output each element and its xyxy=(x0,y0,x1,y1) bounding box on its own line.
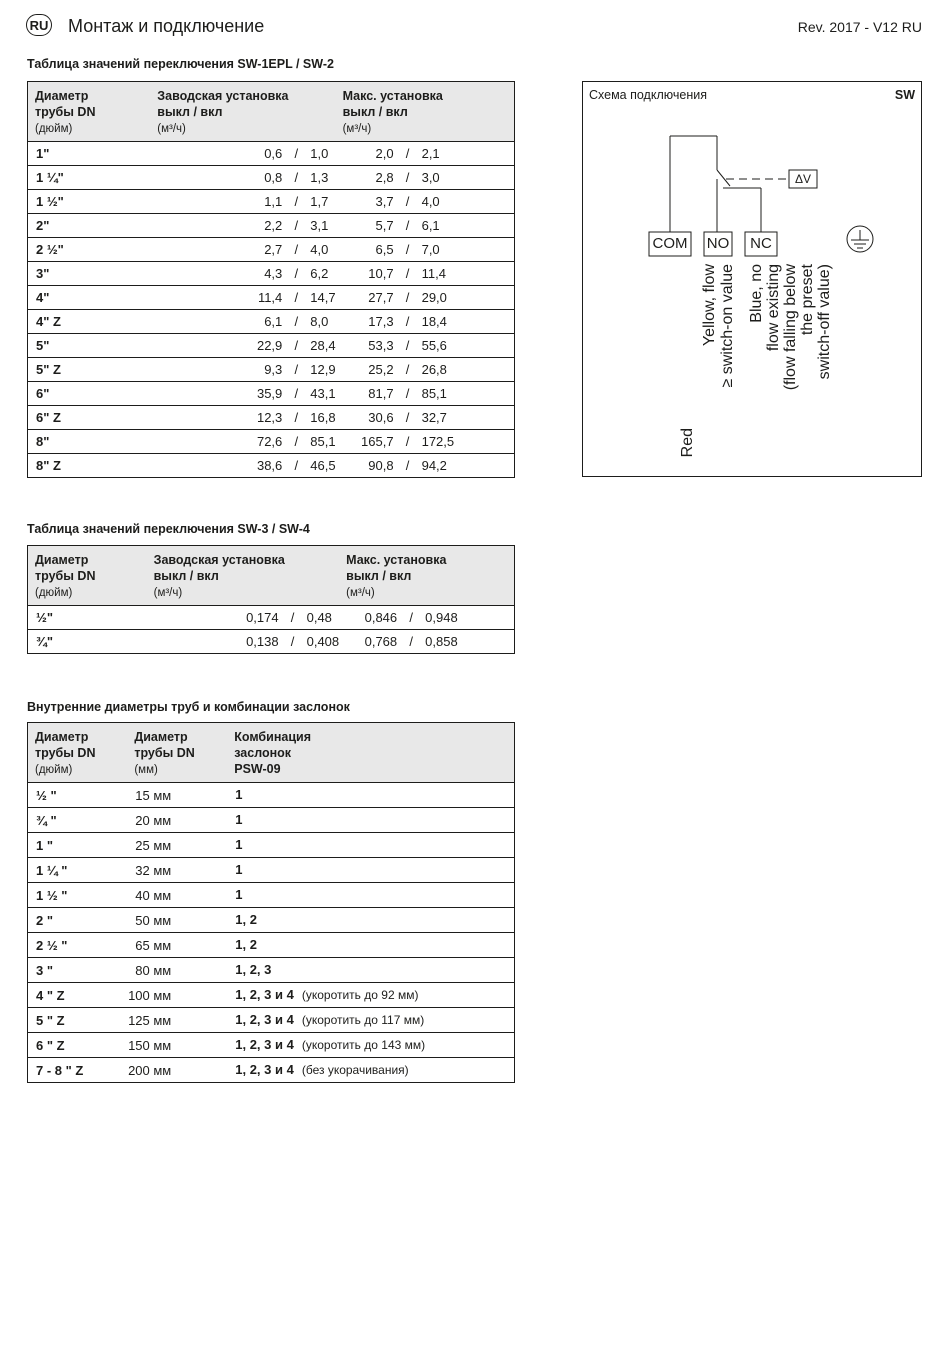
cell-max-setting: 5,7 / 6,1 xyxy=(336,214,515,238)
cell-diameter-inch: 6 " Z xyxy=(28,1033,128,1058)
table-row xyxy=(28,142,515,166)
cell-max-setting: 17,3 / 18,4 xyxy=(336,310,515,334)
cell-diameter: 1 ¼" xyxy=(28,166,151,190)
cell-diameter-mm: 15 мм xyxy=(127,783,227,808)
combination-note: (укоротить до 117 мм) xyxy=(301,1013,425,1027)
col-header-max: Макс. установка выкл / вкл (м³/ч) xyxy=(339,546,514,606)
cell-diameter: 6" Z xyxy=(28,406,151,430)
table-row xyxy=(28,1008,515,1033)
cell-diameter: 4" Z xyxy=(28,310,151,334)
table-row xyxy=(28,286,515,310)
table-row xyxy=(28,166,515,190)
cell-factory-setting: 0,174 / 0,48 xyxy=(147,606,340,630)
cell-diameter: 5" Z xyxy=(28,358,151,382)
table-row xyxy=(28,334,515,358)
col-header-diameter: Диаметр трубы DN (дюйм) xyxy=(28,546,147,606)
combination-value: 1, 2, 3 и 4 xyxy=(235,987,294,1002)
cell-combination xyxy=(227,933,514,958)
cell-factory-setting: 38,6 / 46,5 xyxy=(150,454,335,478)
pipe-diameters-table xyxy=(27,722,515,1083)
table1-title: Таблица значений переключения SW-1EPL / SW-2 xyxy=(27,57,334,71)
col-header-factory: Заводская установка выкл / вкл (м³/ч) xyxy=(147,546,340,606)
cell-diameter: 2" xyxy=(28,214,151,238)
combination-value: 1 xyxy=(235,812,243,827)
delta-v-label: ΔV xyxy=(794,172,812,186)
cell-diameter: ¾" xyxy=(28,630,147,654)
table-row xyxy=(28,1033,515,1058)
table-row xyxy=(28,214,515,238)
cell-max-setting: 2,0 / 2,1 xyxy=(336,142,515,166)
cell-combination xyxy=(227,858,514,883)
cell-diameter-mm: 65 мм xyxy=(127,933,227,958)
cell-diameter-mm: 20 мм xyxy=(127,808,227,833)
cell-factory-setting: 0,138 / 0,408 xyxy=(147,630,340,654)
cell-combination xyxy=(227,808,514,833)
cell-diameter-inch: ¾ " xyxy=(28,808,128,833)
cell-diameter-inch: 5 " Z xyxy=(28,1008,128,1033)
terminal-no: NO xyxy=(706,235,730,252)
cell-factory-setting: 0,8 / 1,3 xyxy=(150,166,335,190)
terminal-com: COM xyxy=(652,235,688,252)
table-row xyxy=(28,858,515,883)
cell-combination xyxy=(227,983,514,1008)
cell-max-setting: 81,7 / 85,1 xyxy=(336,382,515,406)
table-row xyxy=(28,238,515,262)
switch-values-table-sw1 xyxy=(27,81,515,478)
col-header-combination: Комбинация заслонок PSW-09 xyxy=(227,723,514,783)
cell-diameter-mm: 40 мм xyxy=(127,883,227,908)
cell-factory-setting: 22,9 / 28,4 xyxy=(150,334,335,358)
table-row xyxy=(28,808,515,833)
combination-value: 1 xyxy=(235,862,243,877)
combination-note: (без укорачивания) xyxy=(301,1063,409,1077)
table2-title: Таблица значений переключения SW-3 / SW-4 xyxy=(27,522,310,536)
cell-max-setting: 90,8 / 94,2 xyxy=(336,454,515,478)
cell-diameter: 5" xyxy=(28,334,151,358)
cell-max-setting: 3,7 / 4,0 xyxy=(336,190,515,214)
combination-note: (укоротить до 143 мм) xyxy=(301,1038,426,1052)
cell-factory-setting: 6,1 / 8,0 xyxy=(150,310,335,334)
cell-factory-setting: 9,3 / 12,9 xyxy=(150,358,335,382)
cell-factory-setting: 2,2 / 3,1 xyxy=(150,214,335,238)
table-row xyxy=(28,190,515,214)
wire-label-yellow: Yellow, flow ≥ switch-on value xyxy=(701,264,736,388)
table-row xyxy=(28,1058,515,1083)
cell-diameter-mm: 100 мм xyxy=(127,983,227,1008)
cell-combination xyxy=(227,958,514,983)
cell-max-setting: 30,6 / 32,7 xyxy=(336,406,515,430)
table3-title: Внутренние диаметры труб и комбинации заслонок xyxy=(27,700,350,714)
col-header-factory: Заводская установка выкл / вкл (м³/ч) xyxy=(150,82,335,142)
cell-diameter: ½" xyxy=(28,606,147,630)
cell-factory-setting: 4,3 / 6,2 xyxy=(150,262,335,286)
cell-diameter-inch: 4 " Z xyxy=(28,983,128,1008)
table-row xyxy=(28,933,515,958)
terminal-nc: NC xyxy=(750,235,772,252)
table-row xyxy=(28,430,515,454)
cell-combination xyxy=(227,1008,514,1033)
combination-value: 1, 2, 3 xyxy=(235,962,272,977)
cell-diameter-inch: 2 ½ " xyxy=(28,933,128,958)
table-row xyxy=(28,883,515,908)
table-row xyxy=(28,833,515,858)
cell-factory-setting: 72,6 / 85,1 xyxy=(150,430,335,454)
cell-factory-setting: 11,4 / 14,7 xyxy=(150,286,335,310)
wire-label-blue: Blue, no flow existing (flow falling below the preset switch-off value) xyxy=(748,264,833,391)
cell-factory-setting: 0,6 / 1,0 xyxy=(150,142,335,166)
combination-value: 1, 2, 3 и 4 xyxy=(235,1037,294,1052)
revision-label: Rev. 2017 - V12 RU xyxy=(797,19,922,35)
table-row xyxy=(28,310,515,334)
cell-max-setting: 2,8 / 3,0 xyxy=(336,166,515,190)
cell-diameter-mm: 50 мм xyxy=(127,908,227,933)
cell-diameter-inch: 7 - 8 " Z xyxy=(28,1058,128,1083)
cell-diameter-inch: 2 " xyxy=(28,908,128,933)
cell-diameter: 2 ½" xyxy=(28,238,151,262)
combination-note: (укоротить до 92 мм) xyxy=(301,988,419,1002)
table-row xyxy=(28,630,515,654)
col-header-diameter-mm: Диаметр трубы DN (мм) xyxy=(127,723,227,783)
table-row xyxy=(28,358,515,382)
cell-diameter: 1" xyxy=(28,142,151,166)
cell-diameter-inch: 3 " xyxy=(28,958,128,983)
cell-max-setting: 165,7 / 172,5 xyxy=(336,430,515,454)
switch-values-table-sw3 xyxy=(27,545,515,654)
cell-max-setting: 53,3 / 55,6 xyxy=(336,334,515,358)
language-badge: RU xyxy=(26,14,52,36)
cell-diameter-mm: 150 мм xyxy=(127,1033,227,1058)
cell-diameter-inch: ½ " xyxy=(28,783,128,808)
cell-diameter-mm: 200 мм xyxy=(127,1058,227,1083)
cell-diameter: 8" Z xyxy=(28,454,151,478)
page-title: Монтаж и подключение xyxy=(68,16,265,36)
table-row xyxy=(28,454,515,478)
cell-diameter: 4" xyxy=(28,286,151,310)
combination-value: 1 xyxy=(235,837,243,852)
cell-max-setting: 10,7 / 11,4 xyxy=(336,262,515,286)
cell-combination xyxy=(227,1033,514,1058)
table-row xyxy=(28,606,515,630)
diagram-code: SW xyxy=(894,88,915,102)
cell-factory-setting: 35,9 / 43,1 xyxy=(150,382,335,406)
cell-diameter-inch: 1 ½ " xyxy=(28,883,128,908)
cell-diameter: 3" xyxy=(28,262,151,286)
table-row xyxy=(28,983,515,1008)
combination-value: 1, 2, 3 и 4 xyxy=(235,1012,294,1027)
cell-combination xyxy=(227,783,514,808)
cell-factory-setting: 2,7 / 4,0 xyxy=(150,238,335,262)
cell-combination xyxy=(227,908,514,933)
wiring-diagram: Схема подключения SW ΔV COM NO NC Red Yellow, flow ≥ switch-on value Blue, no flow existing (flow falling below the preset switch-off value) xyxy=(582,81,922,477)
table-row xyxy=(28,406,515,430)
cell-diameter-mm: 25 мм xyxy=(127,833,227,858)
cell-max-setting: 0,768 / 0,858 xyxy=(339,630,514,654)
cell-diameter-inch: 1 ¼ " xyxy=(28,858,128,883)
combination-value: 1 xyxy=(235,787,243,802)
cell-max-setting: 25,2 / 26,8 xyxy=(336,358,515,382)
cell-diameter: 6" xyxy=(28,382,151,406)
cell-diameter-inch: 1 " xyxy=(28,833,128,858)
cell-combination xyxy=(227,833,514,858)
table-row xyxy=(28,382,515,406)
combination-value: 1 xyxy=(235,887,243,902)
cell-factory-setting: 1,1 / 1,7 xyxy=(150,190,335,214)
col-header-max: Макс. установка выкл / вкл (м³/ч) xyxy=(336,82,515,142)
cell-diameter-mm: 32 мм xyxy=(127,858,227,883)
cell-diameter: 8" xyxy=(28,430,151,454)
cell-max-setting: 27,7 / 29,0 xyxy=(336,286,515,310)
cell-max-setting: 6,5 / 7,0 xyxy=(336,238,515,262)
cell-diameter-mm: 80 мм xyxy=(127,958,227,983)
table-row xyxy=(28,783,515,808)
cell-diameter: 1 ½" xyxy=(28,190,151,214)
cell-combination xyxy=(227,883,514,908)
diagram-title: Схема подключения xyxy=(589,88,707,102)
combination-value: 1, 2 xyxy=(235,937,257,952)
cell-factory-setting: 12,3 / 16,8 xyxy=(150,406,335,430)
combination-value: 1, 2, 3 и 4 xyxy=(235,1062,294,1077)
cell-max-setting: 0,846 / 0,948 xyxy=(339,606,514,630)
table-row xyxy=(28,908,515,933)
col-header-diameter-inch: Диаметр трубы DN (дюйм) xyxy=(28,723,128,783)
cell-diameter-mm: 125 мм xyxy=(127,1008,227,1033)
cell-combination xyxy=(227,1058,514,1083)
table-row xyxy=(28,262,515,286)
col-header-diameter: Диаметр трубы DN (дюйм) xyxy=(28,82,151,142)
combination-value: 1, 2 xyxy=(235,912,257,927)
table-row xyxy=(28,958,515,983)
